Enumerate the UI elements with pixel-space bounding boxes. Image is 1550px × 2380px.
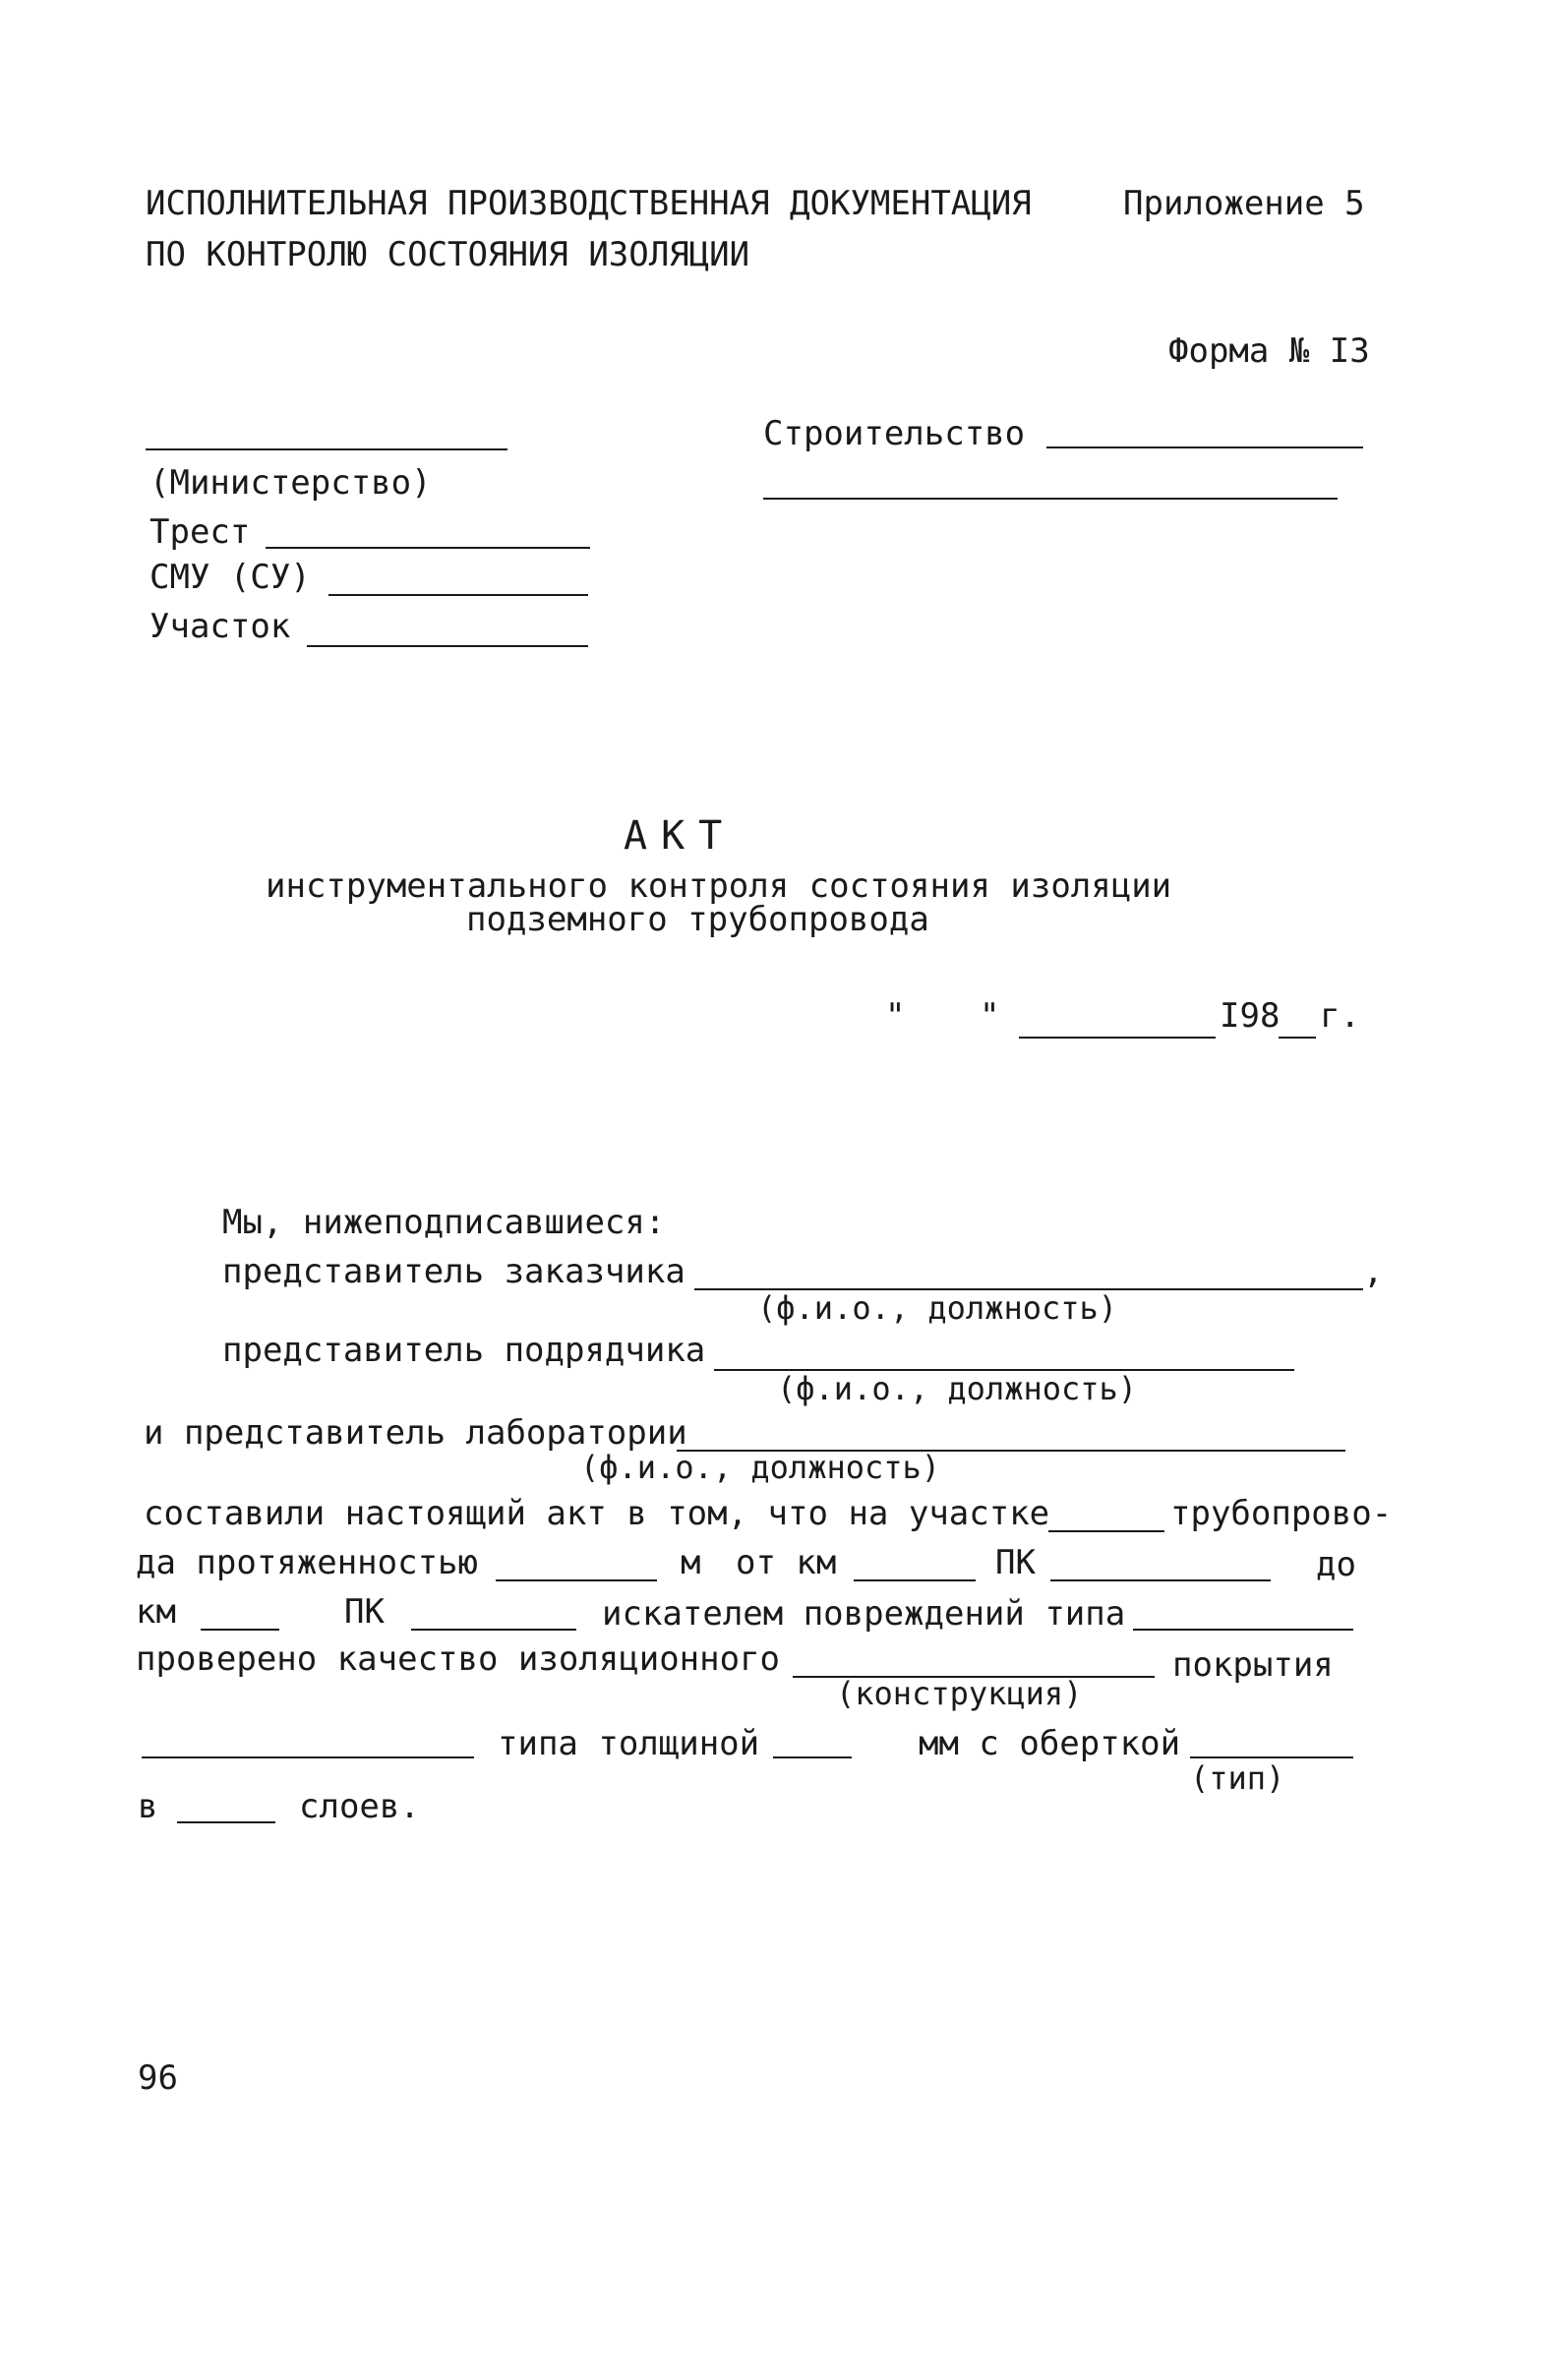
layers-label: слоев. bbox=[299, 1787, 420, 1826]
to-km-label: км bbox=[136, 1592, 176, 1632]
construction-line-1 bbox=[1046, 446, 1363, 448]
page-number: 96 bbox=[138, 2058, 178, 2098]
coating-type-line bbox=[142, 1756, 474, 1758]
thickness-label: типа толщиной bbox=[498, 1724, 760, 1763]
unit-m: м bbox=[681, 1543, 701, 1582]
ministry-line bbox=[146, 448, 507, 450]
date-year-line bbox=[1279, 1037, 1316, 1039]
length-line bbox=[496, 1579, 657, 1581]
from-km-line bbox=[854, 1579, 976, 1581]
date-year-prefix: I98 bbox=[1220, 996, 1281, 1036]
coating-label: покрытия bbox=[1172, 1645, 1334, 1685]
detector-type-line bbox=[1133, 1629, 1353, 1631]
customer-rep-comma: , bbox=[1363, 1252, 1384, 1291]
act-title: АКТ bbox=[624, 813, 737, 859]
detector-label: искателем повреждений типа bbox=[602, 1594, 1126, 1634]
section-label: Участок bbox=[149, 607, 291, 646]
thickness-line bbox=[773, 1756, 852, 1758]
date-month-line bbox=[1019, 1037, 1216, 1039]
layers-in-label: в bbox=[138, 1787, 158, 1826]
to-pk-line bbox=[411, 1629, 576, 1631]
date-year-suffix: г. bbox=[1320, 996, 1360, 1036]
body-line2-text: да протяженностью bbox=[136, 1543, 478, 1582]
trust-label: Трест bbox=[149, 512, 251, 552]
form-number: Форма № I3 bbox=[1168, 331, 1370, 371]
customer-rep-hint: (ф.и.о., должность) bbox=[757, 1289, 1118, 1327]
from-pk-line bbox=[1050, 1579, 1271, 1581]
section-line bbox=[307, 645, 588, 647]
body-line1-end: трубопрово- bbox=[1170, 1494, 1393, 1533]
body-line1-text: составили настоящий акт в том, что на участке bbox=[144, 1494, 1050, 1533]
lab-rep-hint: (ф.и.о., должность) bbox=[580, 1449, 941, 1486]
act-subtitle-line2: подземного трубопровода bbox=[466, 900, 929, 939]
date-quote-close: " bbox=[980, 996, 1000, 1036]
wrap-label: мм с оберткой bbox=[919, 1724, 1181, 1763]
wrap-type-hint: (тип) bbox=[1190, 1759, 1285, 1797]
date-quote-open: " bbox=[885, 996, 906, 1036]
act-subtitle-line1: инструментального контроля состояния изоляции bbox=[266, 866, 1172, 906]
to-label: до bbox=[1316, 1545, 1356, 1584]
intro-text: Мы, нижеподписавшиеся: bbox=[222, 1203, 666, 1242]
construction-line-2 bbox=[763, 498, 1338, 500]
contractor-rep-label: представитель подрядчика bbox=[222, 1331, 706, 1370]
lab-rep-label: и представитель лаборатории bbox=[144, 1413, 687, 1453]
to-pk-label: ПК bbox=[344, 1592, 385, 1632]
appendix-label: Приложение 5 bbox=[1123, 184, 1365, 223]
from-pk-label: ПК bbox=[995, 1543, 1036, 1582]
layers-count-line bbox=[177, 1821, 275, 1823]
smu-label: СМУ (СУ) bbox=[149, 558, 311, 597]
from-km-label: от км bbox=[736, 1543, 837, 1582]
construction-hint: (конструкция) bbox=[836, 1675, 1083, 1712]
trust-line bbox=[266, 547, 590, 549]
section-number-line bbox=[1048, 1530, 1164, 1532]
wrap-type-line bbox=[1190, 1756, 1353, 1758]
construction-label: Строительство bbox=[763, 414, 1026, 453]
doc-header-line2: ПО КОНТРОЛЮ СОСТОЯНИЯ ИЗОЛЯЦИИ bbox=[146, 235, 750, 274]
customer-rep-label: представитель заказчика bbox=[222, 1252, 686, 1291]
to-km-line bbox=[201, 1629, 279, 1631]
checked-quality-label: проверено качество изоляционного bbox=[136, 1639, 781, 1679]
doc-header-line1: ИСПОЛНИТЕЛЬНАЯ ПРОИЗВОДСТВЕННАЯ ДОКУМЕНТАЦИЯ bbox=[146, 184, 1032, 223]
smu-line bbox=[328, 594, 588, 596]
ministry-label: (Министерство) bbox=[149, 463, 432, 503]
contractor-rep-hint: (ф.и.о., должность) bbox=[777, 1370, 1138, 1407]
